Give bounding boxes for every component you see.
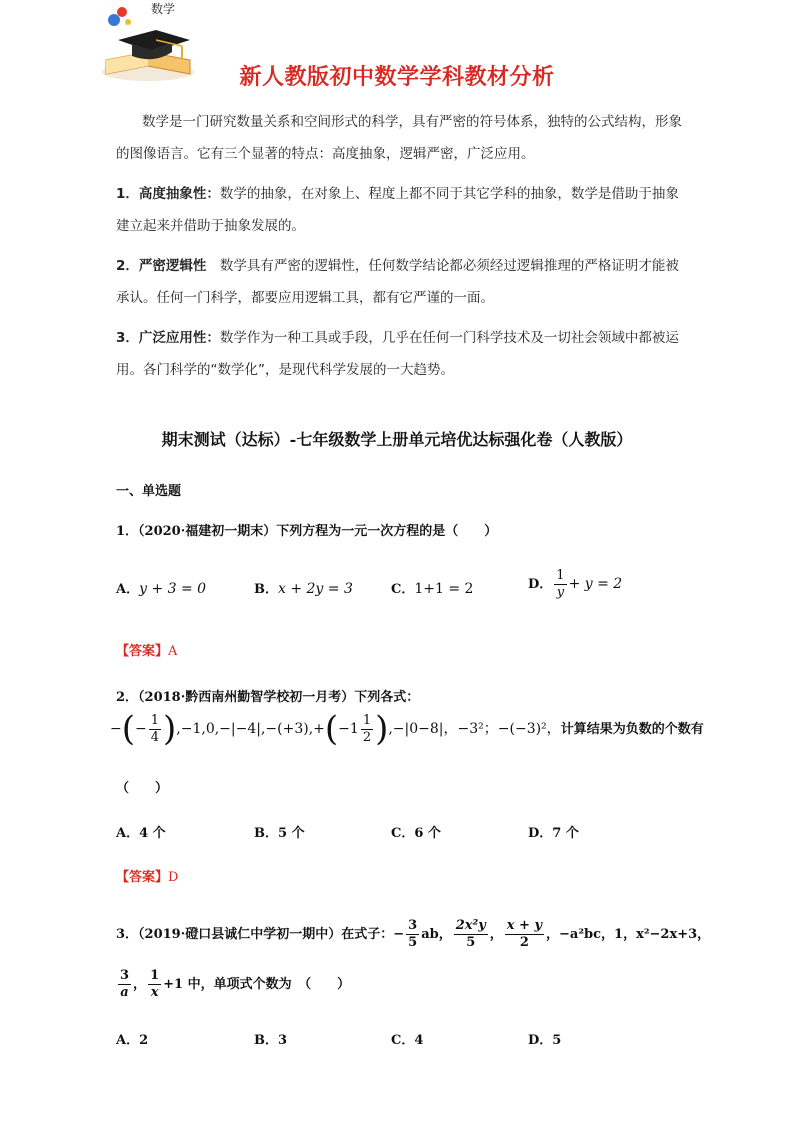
point-1-label: 1．高度抽象性： (116, 186, 220, 202)
intro-paragraph: 数学是一门研究数量关系和空间形式的科学，具有严密的符号体系，独特的公式结构，形象的图像语言。它有三个显著的特点：高度抽象，逻辑严密，广泛应用。 (116, 114, 682, 162)
point-2-label: 2．严密逻辑性 (116, 258, 220, 274)
q1-answer: 【答案】A (116, 644, 178, 659)
question-2-paren: （ ） (116, 781, 169, 796)
q2-option-d: D．7 个 (528, 826, 579, 841)
q1-option-b: B．x + 2y = 3 (254, 581, 353, 597)
point-3-text: 数学作为一种工具或手段，几乎在任何一门科学技术及一切社会领域中都被运用。各门科学的“数学化”，是现代科学发展的一大趋势。 (116, 330, 679, 378)
question-2-expression: −(− $\frac{1}{4}$ ),−1,0,−|−4|,−(+3),+(−1 $\frac{1}{2}$ ),−|0−8|，−3²；−(−3)²，计算结果为负数的个数有 (110, 709, 704, 749)
fraction: $\frac{1}{y}$ (556, 568, 565, 600)
q2-option-c: C．6 个 (391, 826, 441, 841)
point-1-text: 数学的抽象，在对象上、程度上都不同于其它学科的抽象，数学是借助于抽象建立起来并借助于抽象发展的。 (116, 186, 679, 234)
q1-option-d: D． $\frac{1}{y}$ + y = 2 (528, 568, 623, 600)
question-2-stem: 2．（2018·黔西南州勤智学校初一月考）下列各式： (116, 690, 420, 705)
q1-option-c: C．1+1 = 2 (391, 581, 474, 597)
q1-option-a: A．y + 3 = 0 (116, 581, 207, 597)
point-3 (116, 322, 688, 386)
point-2-text: 数学具有严密的逻辑性，任何数学结论都必须经过逻辑推理的严格证明才能被承认。任何一门科学，都要应用逻辑工具，都有它严谨的一面。 (116, 258, 679, 306)
page-title: 新人教版初中数学学科教材分析 (239, 65, 555, 90)
q3-option-c: C．4 (391, 1033, 424, 1048)
logo-word: 数学 (151, 2, 176, 16)
q3-option-d: D．5 (528, 1033, 562, 1048)
exam-title: 期末测试（达标）-七年级数学上册单元培优达标强化卷（人教版） (161, 430, 633, 449)
point-1 (116, 178, 688, 242)
q2-option-a: A．4 个 (116, 826, 166, 841)
question-3-stem-cont: $\frac{3}{a}$ ， $\frac{1}{x}$ +1 中，单项式个数为 （ ） (120, 968, 351, 1000)
question-3-stem: 3．（2019·磴口县诚仁中学初一期中）在式子：− $\frac{3}{5}$ ab， $\frac{\text{2x²y}}{5}$ ， $\frac{x + y}{2}$ ，−a²bc，1，x²−2x+3， (116, 918, 711, 950)
q2-answer: 【答案】D (116, 870, 179, 885)
q3-option-a: A．2 (116, 1033, 149, 1048)
point-3-label: 3．广泛应用性： (116, 330, 220, 346)
point-2 (116, 250, 688, 314)
section-heading: 一、单选题 (116, 484, 182, 499)
question-1-stem: 1．（2020·福建初一期末）下列方程为一元一次方程的是（ ） (116, 524, 498, 539)
q2-option-b: B．5 个 (254, 826, 305, 841)
q3-option-b: B．3 (254, 1033, 288, 1048)
